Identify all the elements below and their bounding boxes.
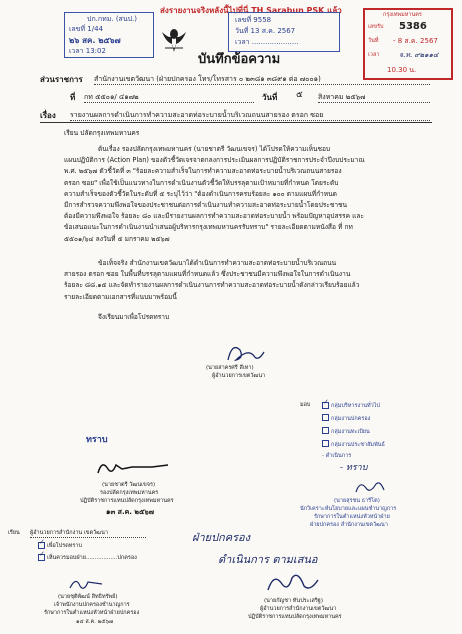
receive-stamp-right — [363, 8, 453, 80]
checklist-item-1[interactable]: ✓ กลุ่มบริหารงานทั่วไป — [322, 402, 385, 410]
checkbox-icon — [322, 427, 329, 434]
body-line: ๕๕๐๑/๖๔ ลงวันที่ ๕ มกราคม ๒๕๖๗ — [64, 234, 170, 243]
stamp-center-line-2: วันที่ 13 ส.ค. 2567 — [235, 27, 296, 35]
body-line: รายละเอียดตามเอกสารที่แนบมาพร้อมนี้ — [64, 292, 177, 301]
bottom-left-name: (นายชุติพัฒน์ สิทธิทรัพย์) — [58, 594, 118, 600]
ref-label: ที่ — [70, 93, 76, 102]
bottom-left-title-2: รักษาการในตำแหน่งหัวหน้าฝ่ายปกครอง — [44, 610, 140, 616]
garuda-emblem-icon — [160, 24, 188, 54]
stamp-right-date: - 8 ส.ค. 2567 — [393, 37, 438, 45]
forward-item-2[interactable]: ✓เห็นควรมอบฝ่าย..................ปกครอง — [38, 554, 137, 562]
signature-approve-icon — [92, 455, 172, 479]
agency-value: สำนักงานเขตวัฒนา (ฝ่ายปกครอง โทร/โทรสาร ๐ ๒๓๘๑ ๓๘๙๑ ต่อ ๗๐๐๑) — [94, 75, 430, 85]
approve-title-1: รองปลัดกรุงเทพมหานคร — [100, 490, 159, 496]
stamp-left-no: เลขที่ 1/44 — [69, 25, 104, 33]
bottom-right-title-2: ปฏิบัติราชการแทนปลัดกรุงเทพมหานคร — [248, 614, 342, 620]
body-line: ร้อยละ ๘๘.๑๕ และจัดทำรายงานผลการดำเนินงานการทำความสะอาดท่อระบายน้ำดังกล่าวเรียบร้อยแล้ว — [64, 281, 360, 290]
body-line: พ.ศ. ๒๕๖๗ ตัวชี้วัดที่ ๓ "ร้อยละความสำเร็จในการทำความสะอาดท่อระบายน้ำบริเวณถนนสายรอง — [64, 167, 342, 176]
bottom-right-hand-2: ดำเนินการ ตามเสนอ — [218, 553, 318, 566]
date-rest: สิงหาคม ๒๕๖๗ — [318, 93, 430, 103]
checkbox-icon — [322, 414, 329, 421]
date-day: ๕ — [296, 90, 303, 100]
stamp-center-line-3: เวลา ..................... — [235, 38, 299, 46]
checklist-hand-note: - ทราบ — [340, 463, 368, 473]
signature-right-middle-icon — [350, 478, 390, 498]
stamp-right-time: 10.30 น. — [387, 66, 417, 74]
stamp-right-title: กรุงเทพมหานคร — [383, 12, 422, 18]
stamp-right-time-label: เวลา — [368, 52, 380, 58]
body-line: ความสำเร็จของตัวชี้วัดในระดับที่ ๕ ระบุไว้ว่า "ต้องดำเนินการครบร้อยละ ๑๐๐ ตามแผนที่กำหนด — [64, 189, 337, 198]
body-paragraph-2 — [64, 258, 359, 303]
signature-main-icon — [218, 338, 268, 368]
signature-bottom-left-icon — [66, 574, 106, 594]
checklist-label: มอบ — [300, 402, 311, 408]
checklist-item-4[interactable]: กลุ่มงานประชาสัมพันธ์ — [322, 440, 385, 449]
body-paragraph-1 — [64, 144, 365, 245]
approve-title-2: ปฏิบัติราชการแทนปลัดกรุงเทพมหานคร — [80, 498, 174, 504]
body-line: ข้อเท็จจริง สำนักงานเขตวัฒนาได้ดำเนินการทำความสะอาดท่อระบายน้ำบริเวณถนน — [98, 259, 337, 267]
body-line: สายรอง ตรอก ซอย ในพื้นที่บรรลุตามแผนที่กำหนดแล้ว ซึ่งประชาชนมีความพึงพอใจในการดำเนินงาน — [64, 270, 351, 279]
receive-stamp-left — [64, 12, 154, 58]
memo-title: บันทึกข้อความ — [198, 52, 281, 67]
body-line: ต้องมีความพึงพอใจ ร้อยละ ๘๐ และมีรายงานผลการทำความสะอาดท่อระบายน้ำ พร้อมปัญหาอุปสรรค และ — [64, 212, 364, 221]
approve-name: (นายชาตรี วัฒนเขจร) — [102, 482, 156, 488]
signer-main-name: (นายสาครศรี สีเทา) — [206, 365, 254, 371]
stamp-right-date-label: วันที่ — [368, 38, 379, 44]
checkbox-checked-icon — [38, 542, 45, 549]
ref-value: กท ๕๕๐๑/ ๔๑๗๒ — [84, 93, 254, 103]
body-line: ตรอก ซอย" เพื่อใช้เป็นแนวทางในการดำเนินงานตัวชี้วัดให้บรรลุตามเป้าหมายที่กำหนด โดยระดับ — [64, 178, 339, 187]
salutation: เรียน ปลัดกรุงเทพมหานคร — [64, 129, 140, 137]
header-divider — [40, 122, 432, 123]
stamp-left-date: ๒๖ สค. ๒๕๖๗ — [69, 36, 121, 45]
bottom-right-title-1: ผู้อำนวยการสำนักงานเขตวัฒนา — [260, 606, 337, 612]
right-middle-title-2: รักษาการในตำแหน่งหัวหน้าฝ่าย — [314, 514, 390, 520]
stamp-left-title: ปก.กทม. (สนป.) — [87, 15, 138, 23]
checklist-item-2[interactable]: กลุ่มงานปกครอง — [322, 414, 385, 423]
checkbox-checked-icon — [322, 402, 329, 409]
checkbox-icon — [322, 440, 329, 447]
stamp-right-no: 5386 — [399, 21, 427, 32]
body-line: ต้นเรื่อง รองปลัดกรุงเทพมหานคร (นายชาตรี วัฒนเขจร) ได้โปรดให้ความเห็นชอบ — [98, 145, 331, 153]
checkbox-checked-icon — [38, 554, 45, 561]
signature-bottom-right-icon — [262, 568, 322, 598]
forward-item-1[interactable]: ✓เพื่อโปรดทราบ — [38, 542, 82, 550]
bottom-right-name: (นายกัญชา ทันประเสริฐ) — [264, 598, 323, 604]
right-middle-name: (นายสุรชน ธารีโต) — [334, 498, 380, 504]
approve-word: ทราบ — [86, 435, 108, 445]
subject-label: เรื่อง — [40, 111, 56, 120]
stamp-right-no-label: เลขรับ — [368, 24, 384, 30]
receive-stamp-center — [228, 12, 340, 52]
body-line: ข้อเสนอแนะในการดำเนินงานนำเสนอผู้บริหารกรุงเทพมหานครรับทราบ" รายละเอียดตามหนังสือ ที่ กท — [64, 223, 353, 232]
stamp-right-handwritten: จ.ท. ๙๒๑๑๔ — [399, 51, 439, 59]
header-banner: ส่งรายงานจริงหลังนี้ไปที่นี่ TH Sarabun PSK แล้ว — [160, 6, 342, 15]
checklist-note: - ดำเนินการ — [322, 453, 352, 459]
body-line: มีการสำรวจความพึงพอใจของประชาชนต่อการดำเนินงานทำความสะอาดท่อระบายน้ำโดยประชาชน — [64, 201, 348, 210]
approve-date: ๑๓ ส.ค. ๒๕๖๗ — [106, 508, 154, 516]
agency-label: ส่วนราชการ — [40, 75, 83, 84]
signer-main-title: ผู้อำนวยการเขตวัฒนา — [212, 373, 266, 379]
right-middle-title-3: ฝ่ายปกครอง สำนักงานเขตวัฒนา — [310, 522, 388, 528]
subject-value: รายงานผลการดำเนินการทำความสะอาดท่อระบายน้ำบริเวณถนนสายรอง ตรอก ซอย — [70, 111, 430, 121]
bottom-right-hand-1: ฝ่ายปกครอง — [192, 531, 250, 544]
stamp-left-time: เวลา 13:02 — [69, 47, 106, 55]
bottom-left-title-1: เจ้าพนักงานปกครองชำนาญการ — [54, 602, 130, 608]
stamp-center-line-1: เลขที่ 9558 — [235, 16, 272, 24]
checklist-item-3[interactable]: กลุ่มงานทะเบียน — [322, 427, 385, 436]
bottom-left-date: ๑๔ ส.ค. ๒๕๖๗ — [76, 619, 114, 625]
closing-line: จึงเรียนมาเพื่อโปรดทราบ — [98, 313, 170, 321]
date-label: วันที่ — [262, 93, 278, 102]
forward-label: เรียน — [8, 530, 20, 536]
right-middle-title-1: นักวิเคราะห์นโยบายและแผนชำนาญการ — [300, 506, 397, 512]
body-line: แผนปฏิบัติการ (Action Plan) ของตัวชี้วัดเจรจาตกลงการประเมินผลการปฏิบัติราชการประจำปีงบประมาณ — [64, 156, 365, 165]
forward-text: ผู้อำนวยการสำนักงาน เขตวัฒนา — [30, 530, 146, 538]
